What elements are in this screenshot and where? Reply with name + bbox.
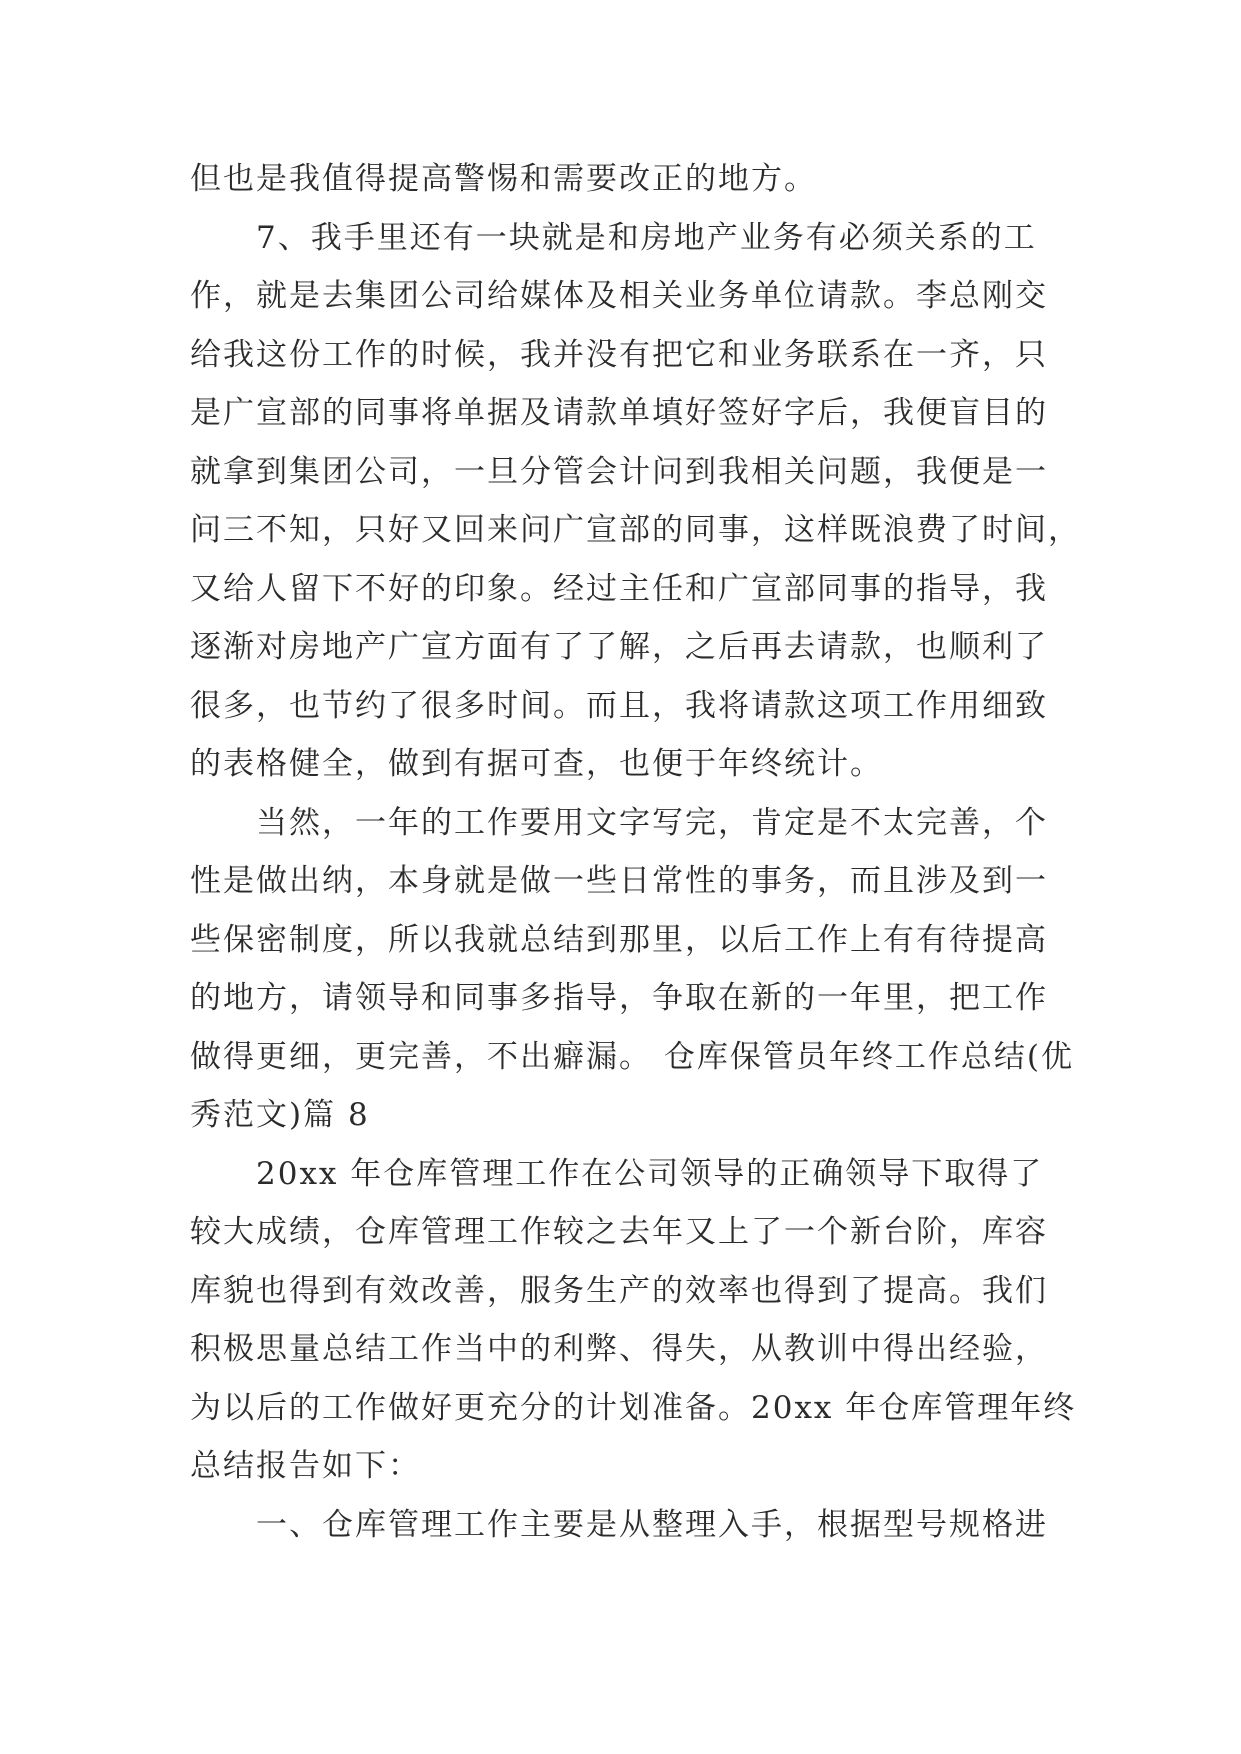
text-line: 积极思量总结工作当中的利弊、得失，从教训中得出经验， (190, 1331, 1048, 1367)
text-line: 又给人留下不好的印象。经过主任和广宣部同事的指导，我 (190, 570, 1048, 607)
text-line: 问三不知，只好又回来问广宣部的同事，这样既浪费了时间， (190, 512, 1081, 548)
text-line: 当然，一年的工作要用文字写完，肯定是不太完善，个 (190, 804, 1048, 841)
document-body (190, 150, 1081, 1554)
text-line: 一、仓库管理工作主要是从整理入手，根据型号规格进 (190, 1506, 1048, 1543)
text-line: 给我这份工作的时候，我并没有把它和业务联系在一齐，只 (190, 336, 1048, 373)
text-line: 但也是我值得提高警惕和需要改正的地方。 (190, 161, 817, 197)
text-line: 秀范文)篇 8 (190, 1097, 370, 1133)
text-line: 些保密制度，所以我就总结到那里，以后工作上有有待提高 (190, 921, 1048, 958)
text-line: 库貌也得到有效改善，服务生产的效率也得到了提高。我们 (190, 1272, 1048, 1309)
text-line: 20xx 年仓库管理工作在公司领导的正确领导下取得了 (190, 1155, 1044, 1192)
text-line: 7、我手里还有一块就是和房地产业务有必须关系的工 (190, 219, 1037, 256)
text-line: 做得更细，更完善，不出癖漏。 仓库保管员年终工作总结(优 (190, 1038, 1074, 1075)
text-line: 很多，也节约了很多时间。而且，我将请款这项工作用细致 (190, 687, 1048, 724)
text-line: 总结报告如下： (190, 1448, 421, 1484)
text-line: 就拿到集团公司，一旦分管会计问到我相关问题，我便是一 (190, 453, 1048, 490)
text-line: 作，就是去集团公司给媒体及相关业务单位请款。李总刚交 (190, 278, 1048, 314)
text-line: 性是做出纳，本身就是做一些日常性的事务，而且涉及到一 (190, 863, 1048, 899)
text-line: 的地方，请领导和同事多指导，争取在新的一年里，把工作 (190, 980, 1048, 1016)
text-line: 是广宣部的同事将单据及请款单填好签好字后，我便盲目的 (190, 395, 1048, 431)
text-line: 为以后的工作做好更充分的计划准备。20xx 年仓库管理年终 (190, 1389, 1077, 1426)
text-line: 较大成绩，仓库管理工作较之去年又上了一个新台阶，库容 (190, 1214, 1048, 1250)
text-line: 逐渐对房地产广宣方面有了了解，之后再去请款，也顺利了 (190, 629, 1048, 665)
text-line: 的表格健全，做到有据可查，也便于年终统计。 (190, 746, 883, 782)
